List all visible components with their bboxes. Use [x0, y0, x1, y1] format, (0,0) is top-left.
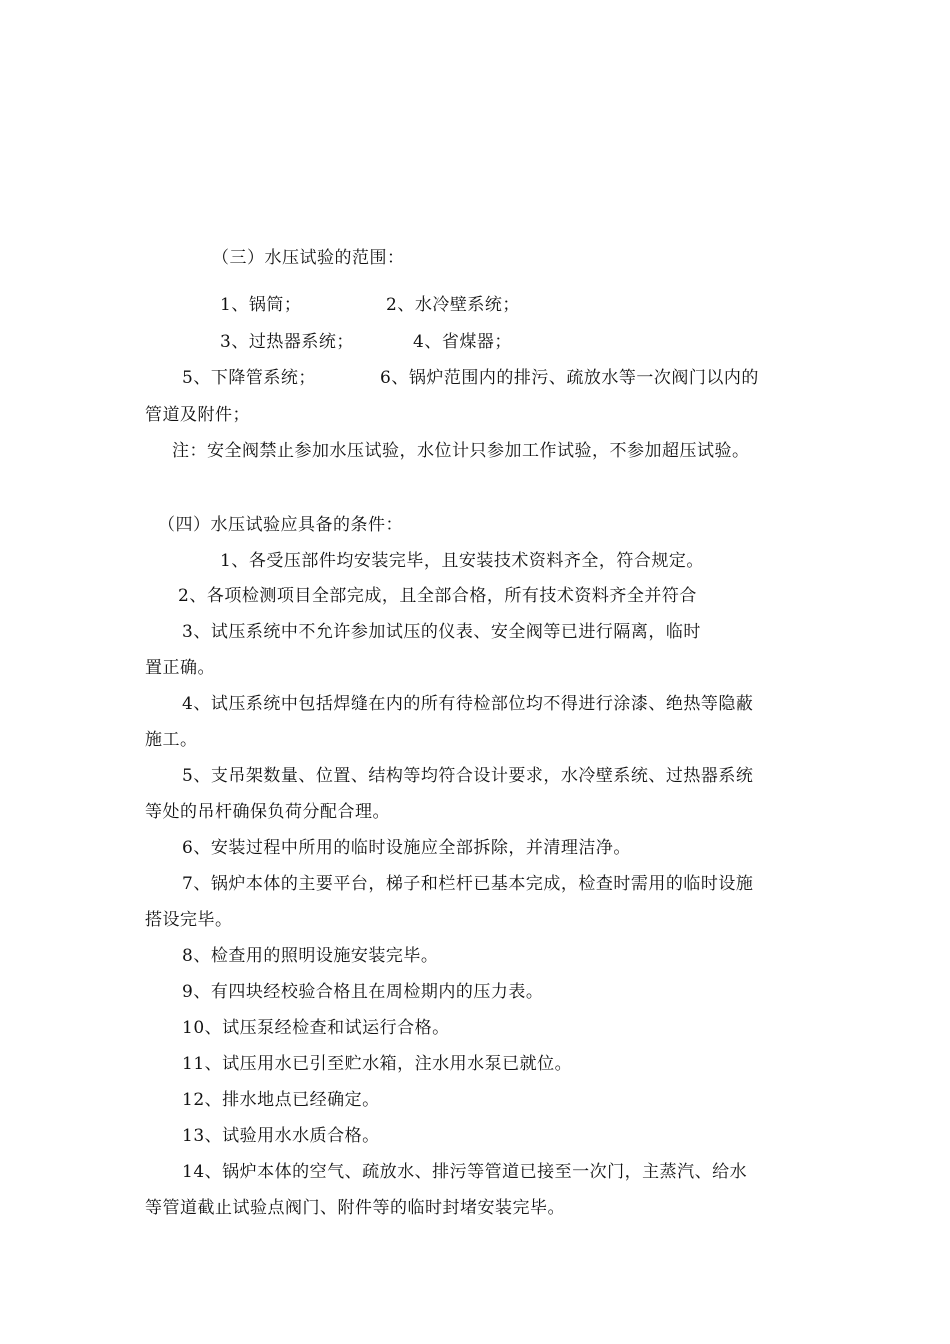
condition-6: 6、安装过程中所用的临时设施应全部拆除，并清理洁净。 [182, 838, 631, 858]
scope-item-1: 1、锅筒； [220, 295, 302, 315]
condition-2: 2、各项检测项目全部完成，且全部合格，所有技术资料齐全并符合 [178, 586, 697, 606]
condition-10: 10、试压泵经检查和试运行合格。 [182, 1018, 450, 1038]
section-4-heading: （四）水压试验应具备的条件： [158, 515, 403, 535]
condition-5: 5、支吊架数量、位置、结构等均符合设计要求，水冷壁系统、过热器系统 [182, 766, 754, 786]
condition-1: 1、各受压部件均安装完毕，且安装技术资料齐全，符合规定。 [220, 551, 704, 571]
condition-3-cont: 置正确。 [145, 658, 215, 678]
scope-item-3: 3、过热器系统； [220, 332, 354, 352]
scope-item-6-cont: 管道及附件； [145, 405, 250, 425]
scope-item-2: 2、水冷壁系统； [386, 295, 520, 315]
section-3-heading: （三）水压试验的范围： [212, 248, 405, 268]
scope-item-4: 4、省煤器； [413, 332, 512, 352]
condition-4: 4、试压系统中包括焊缝在内的所有待检部位均不得进行涂漆、绝热等隐蔽 [182, 694, 754, 714]
scope-item-5: 5、下降管系统； [182, 368, 316, 388]
condition-11: 11、试压用水已引至贮水箱，注水用水泵已就位。 [182, 1054, 573, 1074]
condition-14: 14、锅炉本体的空气、疏放水、排污等管道已接至一次门，主蒸汽、给水 [182, 1162, 748, 1182]
scope-note: 注：安全阀禁止参加水压试验，水位计只参加工作试验，不参加超压试验。 [172, 441, 750, 461]
condition-4-cont: 施工。 [145, 730, 198, 750]
condition-14-cont: 等管道截止试验点阀门、附件等的临时封堵安装完毕。 [145, 1198, 565, 1218]
condition-7: 7、锅炉本体的主要平台，梯子和栏杆已基本完成，检查时需用的临时设施 [182, 874, 754, 894]
condition-13: 13、试验用水水质合格。 [182, 1126, 380, 1146]
condition-3: 3、试压系统中不允许参加试压的仪表、安全阀等已进行隔离，临时 [182, 622, 701, 642]
condition-5-cont: 等处的吊杆确保负荷分配合理。 [145, 802, 390, 822]
scope-item-6: 6、锅炉范围内的排污、疏放水等一次阀门以内的 [380, 368, 759, 388]
condition-8: 8、检查用的照明设施安装完毕。 [182, 946, 439, 966]
condition-9: 9、有四块经校验合格且在周检期内的压力表。 [182, 982, 544, 1002]
condition-12: 12、排水地点已经确定。 [182, 1090, 380, 1110]
condition-7-cont: 搭设完毕。 [145, 910, 233, 930]
